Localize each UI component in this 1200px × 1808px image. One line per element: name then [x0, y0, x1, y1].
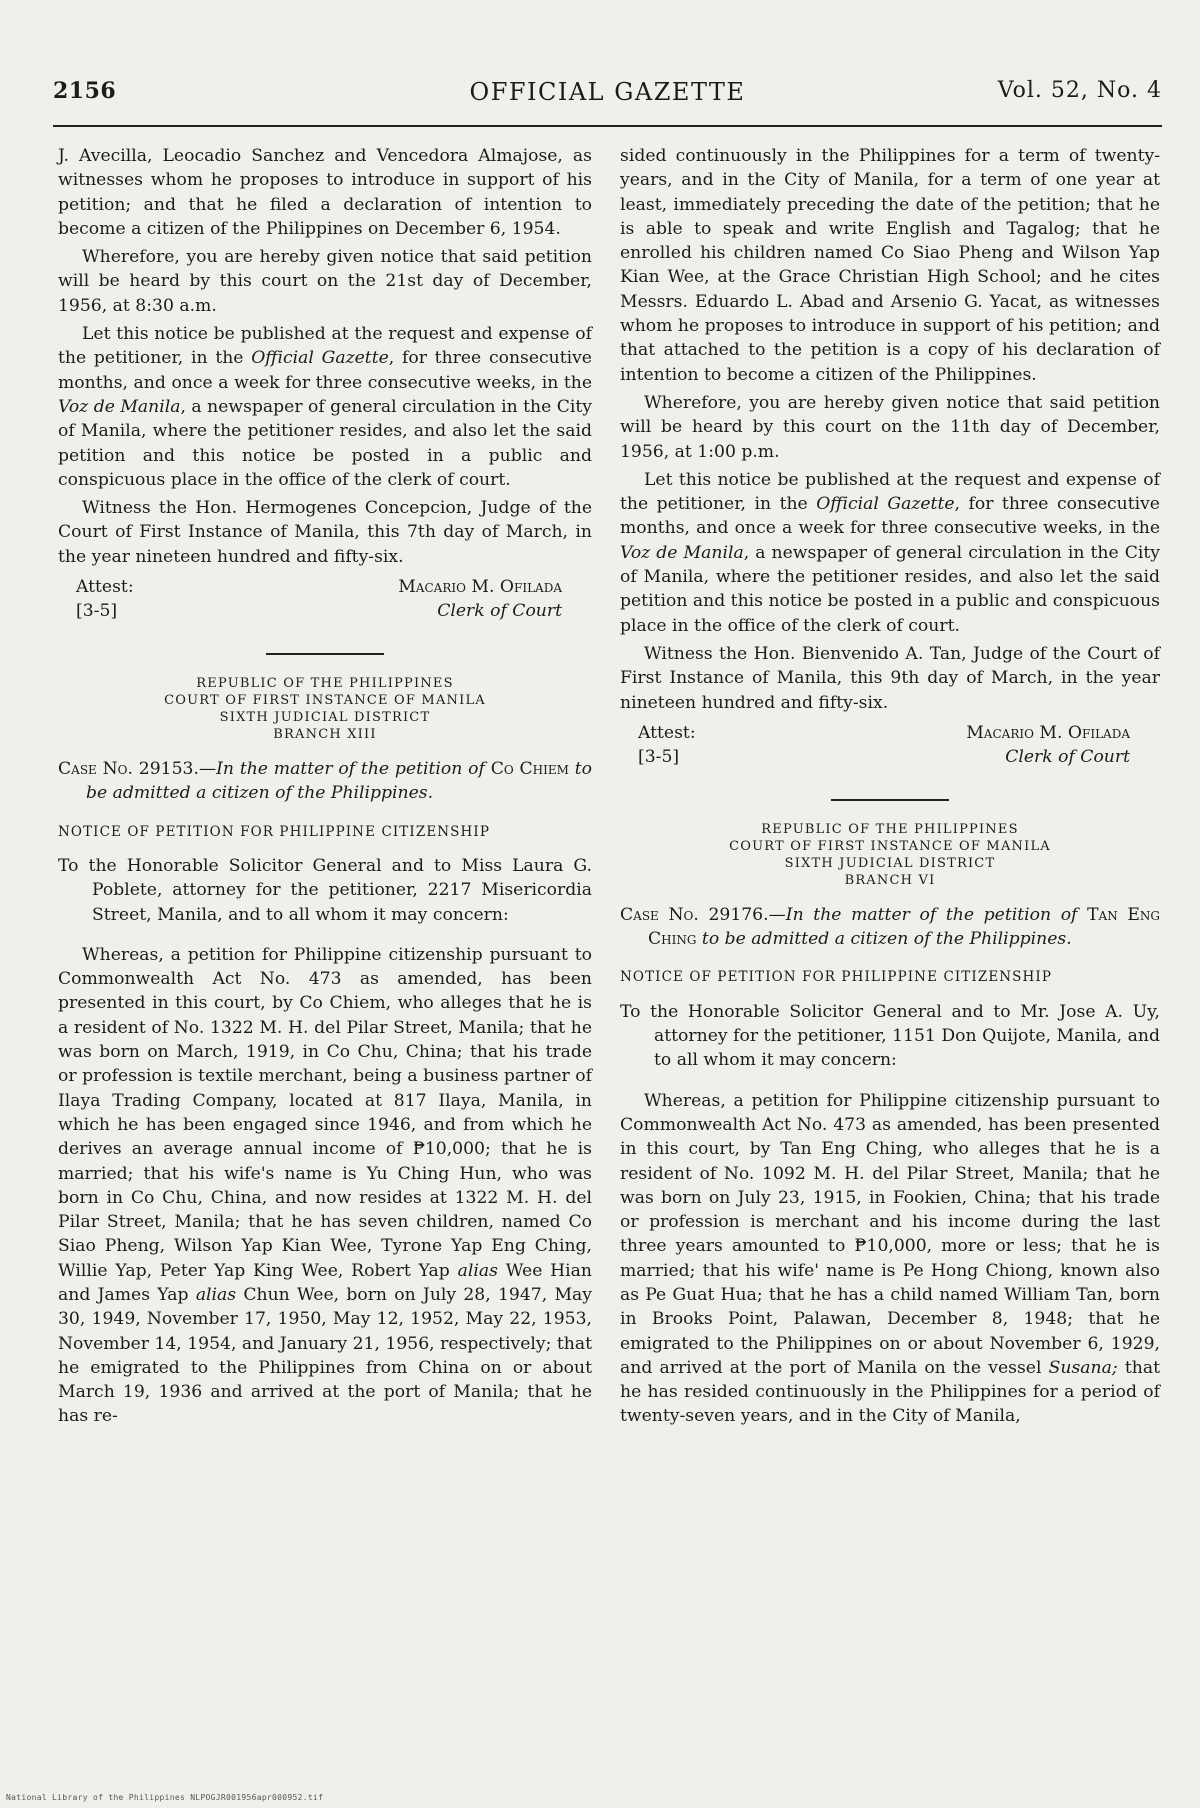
issue-range: [3-5] [76, 601, 118, 622]
court-heading: REPUBLIC OF THE PHILIPPINES COURT OF FIRST INSTANCE OF MANILA SIXTH JUDICIAL DISTRICT BRANCH VI [729, 821, 1051, 888]
paragraph: Whereas, a petition for Philippine citizenship pursuant to Commonwealth Act No. 473 as amended, has been presented in this court, by Co Chiem, who alleges that he is a resident of No. 1322 M. H. del Pilar Street, Manila; that he was born on March, 1919, in Co Chu, China; that his trade or profession is textile merchant, being a business partner of Ilaya Trading Company, located at 817 Ilaya, Manila, in which he has been engaged since 1946, and from which he derives an average annual income of ₱10,000; that he is married; that his wife's name is Yu Ching Hun, who was born in Co Chu, China, and now resides at 1322 M. H. del Pilar Street, Manila; that he has seven children, named Co Siao Pheng, Wilson Yap Kian Wee, Tyrone Yap Eng Ching, Willie Yap, Peter Yap King Wee, Robert Yap alias Wee Hian and James Yap alias Chun Wee, born on July 28, 1947, May 30, 1949, November 17, 1950, May 12, 1952, May 22, 1953, November 14, 1954, and January 21, 1956, respectively; that he emigrated to the Philippines from China on or about March 19, 1936 and arrived at the port of Manila; that he has re- [58, 944, 592, 1427]
right-column [620, 144, 1160, 1433]
paragraph: Whereas, a petition for Philippine citizenship pursuant to Commonwealth Act No. 473 as amended, has been presented in this court, by Tan Eng Ching, who alleges that he is a resident of No. 1092 M. H. del Pilar Street, Manila; that he was born on July 23, 1915, in Fookien, China; that his trade or profession is merchant and his income during the last three years amounted to ₱10,000, more or less; that he is married; that his wife' name is Pe Hong Chiong, known also as Pe Guat Hua; that he has a child named William Tan, born in Brooks Point, Palawan, December 8, 1948; that he emigrated to the Philippines on or about November 6, 1929, and arrived at the port of Manila on the vessel Susana; that he has resided continuously in the Philippines for a period of twenty-seven years, and in the City of Manila, [620, 1090, 1160, 1427]
left-column [58, 144, 592, 1433]
attest-block [58, 575, 592, 629]
publication-title: OFFICIAL GAZETTE [469, 78, 746, 106]
clerk-name: Macario M. Ofilada [966, 722, 1130, 743]
volume-number: Vol. 52, No. 4 [997, 78, 1162, 103]
paragraph: Let this notice be published at the request and expense of the petitioner, in the Official Gazette, for three consecutive months, and once a week for three consecutive weeks, in the Voz de Manila, a newspaper of general circulation in the City of Manila, where the petitioner resides, and also let the said petition and this notice be posted in a public and conspicuous place in the office of the clerk of court. [620, 469, 1160, 636]
court-heading: REPUBLIC OF THE PHILIPPINES COURT OF FIRST INSTANCE OF MANILA SIXTH JUDICIAL DISTRICT BRANCH XIII [164, 676, 486, 743]
paragraph: sided continuously in the Philippines for a term of twenty-years, and in the City of Manila, for a term of one year at least, immediately preceding the date of the petition; that he is able to speak and write English and Tagalog; that he enrolled his children named Co Siao Pheng and Wilson Yap Kian Wee, at the Grace Christian High School; and he cites Messrs. Eduardo L. Abad and Arsenio G. Yacat, as witnesses whom he proposes to introduce in support of his petition; and that attached to the petition is a copy of his declaration of intention to become a citizen of the Philippines. [620, 146, 1160, 385]
addressee: To the Honorable Solicitor General and to Mr. Jose A. Uy, attorney for the petitioner, 1151 Don Quijote, Manila, and to all whom it may concern: [620, 1001, 1160, 1071]
paragraph: Wherefore, you are hereby given notice that said petition will be heard by this court on the 11th day of December, 1956, at 1:00 p.m. [620, 392, 1160, 462]
case-title: Case No. 29176.—In the matter of the petition of Tan Eng Ching to be admitted a citizen of the Philippines. [620, 904, 1160, 950]
clerk-role: Clerk of Court [437, 601, 562, 622]
clerk-role: Clerk of Court [1005, 746, 1130, 767]
attest-label: Attest: [638, 722, 696, 743]
addressee: To the Honorable Solicitor General and to Miss Laura G. Poblete, attorney for the petitioner, 2217 Misericordia Street, Manila, and to all whom it may concern: [58, 855, 592, 925]
paragraph: Witness the Hon. Bienvenido A. Tan, Judge of the Court of First Instance of Manila, this 9th day of March, in the year nineteen hundred and fifty-six. [620, 643, 1160, 713]
header-rule [53, 125, 1162, 127]
attest-block [620, 721, 1160, 775]
notice-heading: NOTICE OF PETITION FOR PHILIPPINE CITIZENSHIP [620, 969, 1053, 986]
notice-heading: NOTICE OF PETITION FOR PHILIPPINE CITIZENSHIP [58, 823, 491, 840]
paragraph: Witness the Hon. Hermogenes Concepcion, Judge of the Court of First Instance of Manila, this 7th day of March, in the year nineteen hundred and fifty-six. [58, 498, 592, 567]
section-divider [266, 653, 384, 655]
paragraph: J. Avecilla, Leocadio Sanchez and Vencedora Almajose, as witnesses whom he proposes to introduce in support of his petition; and that he filed a declaration of intention to become a citizen of the Philippines on December 6, 1954. [58, 146, 592, 239]
paragraph: Wherefore, you are hereby given notice that said petition will be heard by this court on the 21st day of December, 1956, at 8:30 a.m. [58, 247, 592, 316]
issue-range: [3-5] [638, 746, 680, 767]
scan-footer: National Library of the Philippines NLPOGJR001956apr000952.tif [6, 1793, 324, 1802]
page-header [53, 78, 1162, 118]
paragraph: Let this notice be published at the request and expense of the petitioner, in the Official Gazette, for three consecutive months, and once a week for three consecutive weeks, in the Voz de Manila, a newspaper of general circulation in the City of Manila, where the petitioner resides, and also let the said petition and this notice be posted in a public and conspicuous place in the office of the clerk of court. [58, 324, 592, 490]
clerk-name: Macario M. Ofilada [398, 577, 562, 598]
attest-label: Attest: [76, 577, 134, 598]
page-number: 2156 [53, 78, 117, 104]
case-title: Case No. 29153.—In the matter of the petition of Co Chiem to be admitted a citizen of the Philippines. [58, 759, 593, 804]
section-divider [831, 799, 949, 801]
